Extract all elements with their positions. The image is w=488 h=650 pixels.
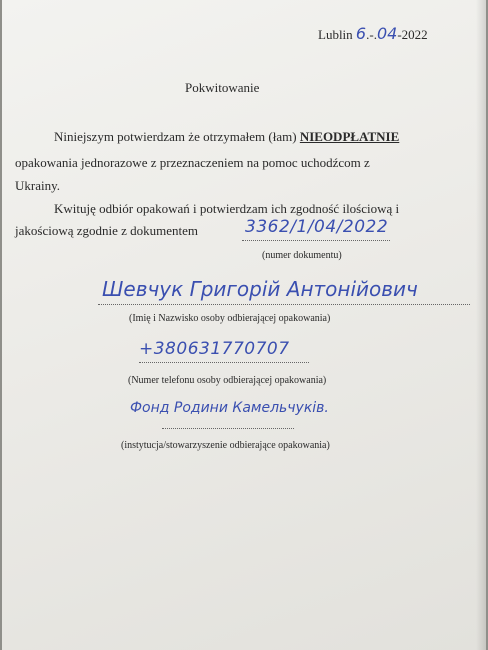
paragraph1-line1 [54,129,399,145]
date-year: -2022 [397,27,428,42]
paragraph1-line2: opakowania jednorazowe z przeznaczeniem na pomoc uchodźcom z [15,155,370,170]
recipient-name-value: Шевчук Григорій Антонійович [102,277,418,301]
place-date [318,24,428,43]
document-number-caption: (numer dokumentu) [262,250,342,261]
page-edge-shadow [476,0,486,650]
paragraph1-line3: Ukrainy. [15,178,61,193]
recipient-name-line [98,304,470,305]
paragraph2-line1: Kwituję odbiór opakowań i potwierdzam ich zgodność ilościową i [54,201,400,216]
phone-number-value: +380631770707 [139,339,290,359]
document-title: Pokwitowanie [185,80,260,95]
institution-caption: (instytucja/stowarzyszenie odbierające opakowania) [121,440,330,451]
document-number-line [242,240,390,241]
institution-line [162,428,294,429]
phone-number-caption: (Numer telefonu osoby odbierającej opakowania) [128,375,327,386]
phone-number-line [139,362,309,363]
city: Lublin [318,27,353,42]
date-day: 6 [355,24,367,43]
recipient-name-caption: (Imię i Nazwisko osoby odbierającej opakowania) [129,313,331,324]
paragraph1-line1-text: Niniejszym potwierdzam że otrzymałem (łam) [54,129,297,144]
document-number-value: 3362/1/04/2022 [245,217,389,237]
institution-value: Фонд Родини Камельчуків. [130,400,329,416]
date-separator: .-. [366,27,377,42]
paragraph2-line2: jakościową zgodnie z dokumentem [15,223,199,238]
free-of-charge-emphasis: NIEODPŁATNIE [299,129,400,144]
date-month: 04 [376,24,398,43]
receipt-document [2,0,486,650]
